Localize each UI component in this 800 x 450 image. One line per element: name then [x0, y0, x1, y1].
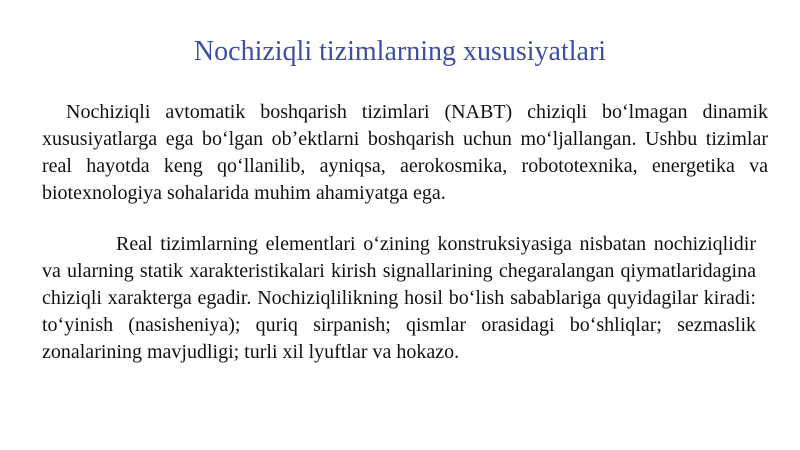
paragraph-intro: Nochiziqli avtomatik boshqarish tizimlari (NABT) chiziqli boʻlmagan dinamik xususiyatlarga ega boʻlgan obʼektlarni boshqarish uchun moʻljallangan. Ushbu tizimlar real hayotda keng qoʻllanilib, ayniqsa, aerokosmika, robototexnika, energetika va biotexnologiya sohalarida muhim ahamiyatga ega.: [42, 101, 768, 204]
slide-title: Nochiziqli tizimlarning xususiyatlari: [193, 36, 607, 67]
paragraph-nonlinearity-causes: Real tizimlarning elementlari oʻzining konstruksiyasiga nisbatan nochiziqlidir va ularning statik xarakteristikalari kirish signallarining chegaralangan qiymatlaridagina chiziqli xarakterga egadir. Nochiziqlilikning hosil boʻlish sabablariga quyidagilar kiradi: toʻyinish (nasisheniya); quriq sirpanish; qismlar orasidagi boʻshliqlar; sezmaslik zonalarining mavjudligi; turli xil lyuftlar va hokazo.: [42, 233, 756, 363]
